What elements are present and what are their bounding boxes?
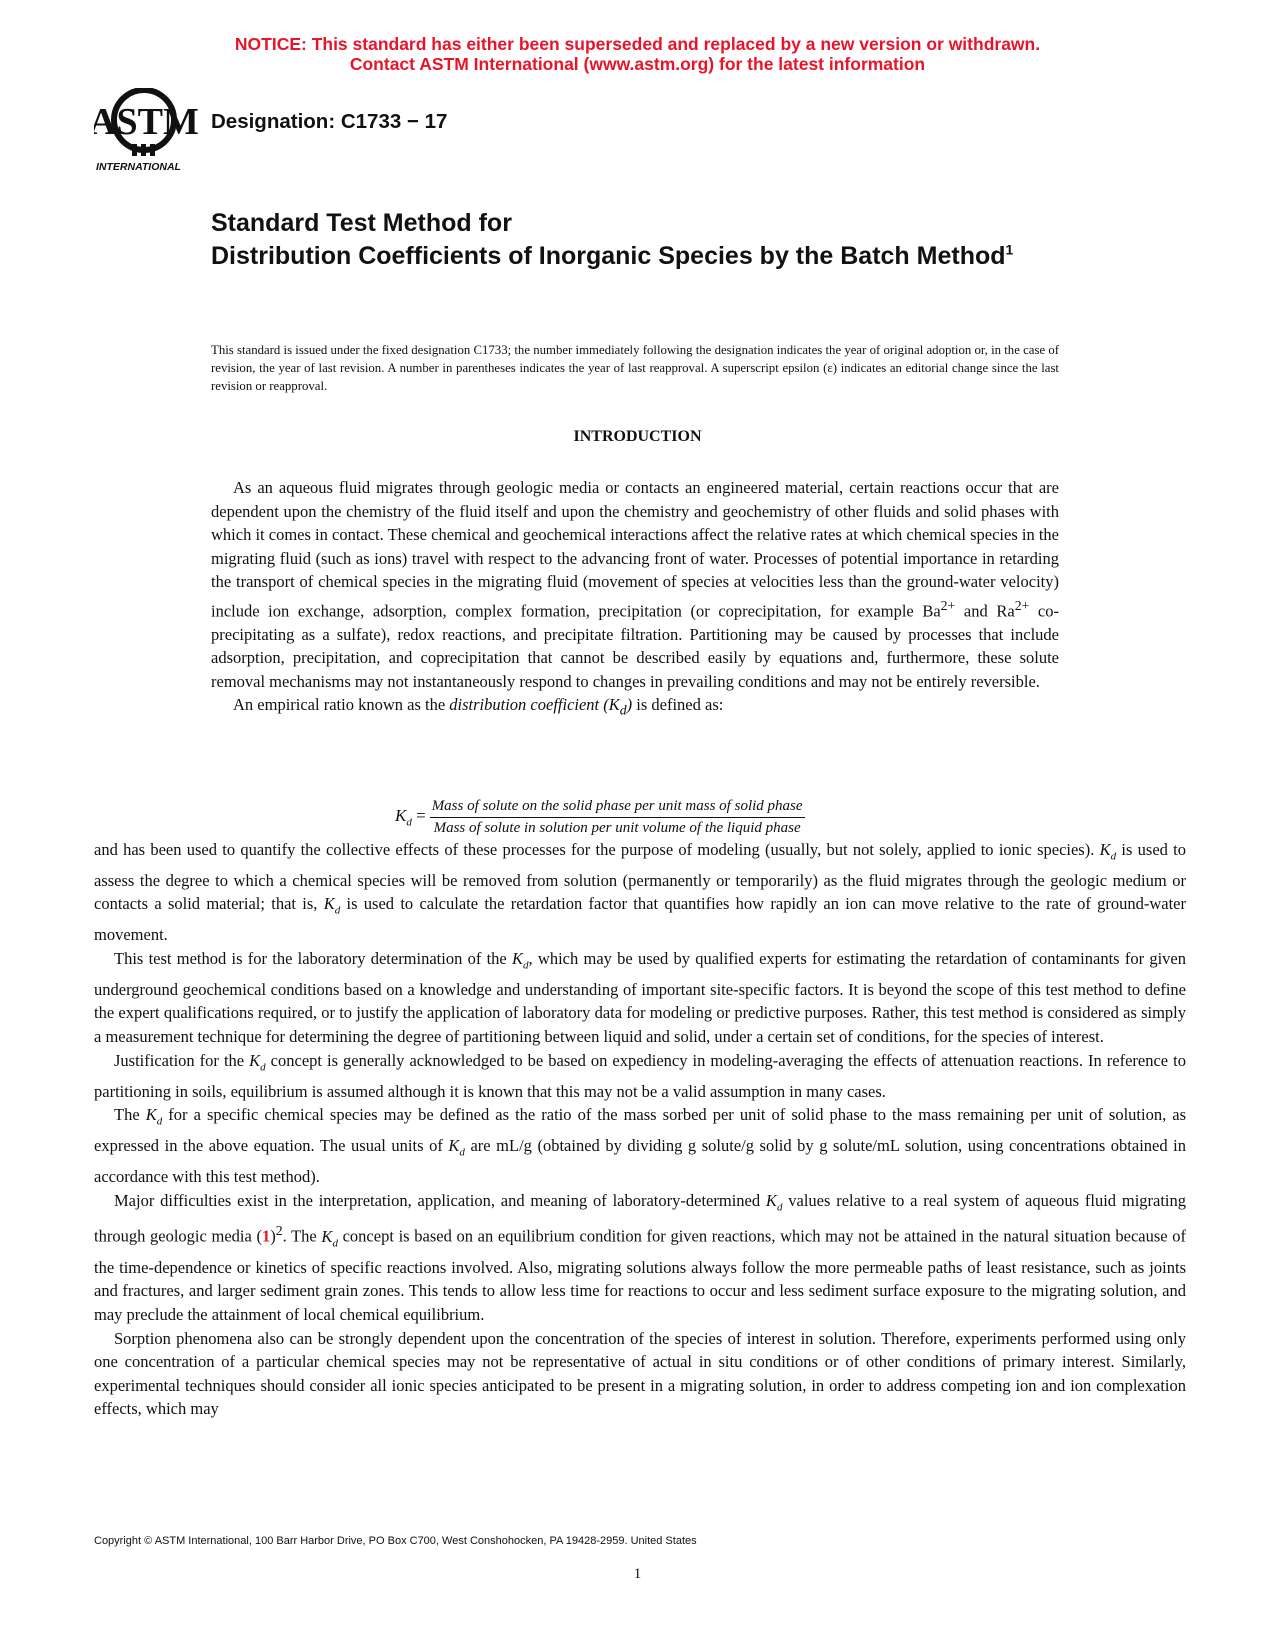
equation-equals: = bbox=[411, 806, 426, 826]
body-p5-d: concept is based on an equilibrium condition for given reactions, which may not be attained in the natural situation because of the time-dependence or kinetics of specific reactions involved. Also, migrating solutions always follow the more permeable paths of least resistance, such as joints and fractures, and larger sediment grain zones. This tends to allow less time for reactions to occur and less sediment surface exposure to the migrating solution, and may preclude the attainment of local chemical equilibrium. bbox=[94, 1226, 1186, 1324]
body-p5-c: . The bbox=[282, 1226, 322, 1246]
equation-fraction bbox=[430, 797, 805, 838]
equation-lhs bbox=[395, 806, 426, 828]
kd-symbol: $K_d$ bbox=[1099, 840, 1117, 863]
body-p4-c: are mL/g (obtained by dividing g solute/g solid by g solute/mL solution, using concentrations obtained in accordance with this test method). bbox=[94, 1136, 1186, 1186]
intro-p1-part-a: As an aqueous fluid migrates through geologic media or contacts an engineered material, certain reactions occur that are dependent upon the chemistry of the fluid itself and upon the chemistry and geochemistry of other fluids and solid phases with which it comes in contact. These chemical and geochemical interactions affect the relative rates at which chemical species in the migrating fluid (such as ions) travel with respect to the advancing front of water. Processes of potential importance in retarding the transport of chemical species in the migrating fluid (movement of species at velocities less than the ground-water velocity) include ion exchange, adsorption, complex formation, precipitation (or coprecipitation, for example Ba bbox=[211, 478, 1059, 620]
body-p2-b: , which may be used by qualified experts for estimating the retardation of contaminants for given underground geochemical conditions based on a knowledge and understanding of important site-specific factors. It is beyond the scope of this test method to define the expert qualifications required, or to justify the application of laboratory data for modeling or predictive purposes. Rather, this test method is considered as simply a measurement technique for determining the degree of partitioning between liquid and solid, under a certain set of conditions, for the species of interest. bbox=[94, 948, 1186, 1047]
supersession-notice bbox=[0, 34, 1275, 74]
intro-p1-and: and Ra bbox=[955, 601, 1015, 620]
intro-paragraph-1 bbox=[211, 476, 1059, 693]
intro-p1-part-b: co-precipitating as a sulfate), redox reactions, and precipitate filtration. Partitioning may be caused by processes that include adsorption, precipitation, and coprecipitation that cannot be described easily by equations and, furthermore, these solute removal mechanisms may not instantaneously respond to changes in prevailing conditions and may not be entirely reversible. bbox=[211, 601, 1060, 691]
kd-symbol: $K_d$ bbox=[249, 1050, 266, 1073]
kd-symbol: $K_d$ bbox=[323, 894, 341, 917]
distribution-coefficient-sub: d bbox=[619, 702, 627, 718]
title-footnote-mark: 1 bbox=[1005, 241, 1014, 258]
body-p2-a: This test method is for the laboratory determination of the bbox=[114, 948, 513, 968]
body-paragraph-4 bbox=[94, 1103, 1186, 1188]
body-p4-a: The bbox=[114, 1105, 146, 1125]
notice-line-2: Contact ASTM International (www.astm.org) for the latest information bbox=[349, 54, 926, 74]
distribution-coefficient-term: distribution coefficient (K bbox=[449, 695, 620, 714]
kd-symbol: $K_d$ bbox=[765, 1190, 783, 1213]
ra-charge: 2+ bbox=[1014, 597, 1030, 613]
page-number: 1 bbox=[633, 1566, 642, 1582]
ba-charge: 2+ bbox=[940, 597, 956, 613]
body-paragraph-5 bbox=[94, 1189, 1186, 1327]
kd-symbol: $K_d$ bbox=[448, 1136, 465, 1159]
reference-link-1[interactable]: 1 bbox=[261, 1226, 271, 1246]
body-paragraph-3 bbox=[94, 1049, 1186, 1103]
equation-lhs-sub: d bbox=[406, 816, 412, 829]
kd-symbol: $K_d$ bbox=[145, 1105, 163, 1128]
document-title bbox=[211, 207, 1071, 273]
body-paragraph-2 bbox=[94, 947, 1186, 1049]
introduction-text bbox=[211, 476, 1059, 722]
title-line-2 bbox=[211, 240, 1071, 273]
kd-symbol: $K_d$ bbox=[512, 948, 529, 972]
body-p3-b: concept is generally acknowledged to be based on expediency in modeling-averaging the effects of attenuation reactions. In reference to partitioning in soils, equilibrium is assumed although it is known that this may not be a valid assumption in many cases. bbox=[94, 1050, 1186, 1101]
equation-denominator: Mass of solute in solution per unit volume of the liquid phase bbox=[433, 820, 801, 836]
kd-equation bbox=[395, 797, 805, 838]
astm-international-logo-icon bbox=[94, 88, 198, 172]
equation-numerator: Mass of solute on the solid phase per unit mass of solid phase bbox=[430, 797, 805, 818]
body-p1-c: is used to calculate the retardation factor that quantifies how rapidly an ion can move relative to the rate of ground-water movement. bbox=[94, 894, 1187, 945]
designation: Designation: C1733 − 17 bbox=[211, 110, 448, 133]
kd-symbol: $K_d$ bbox=[321, 1226, 338, 1250]
intro-p2-part-b: is defined as: bbox=[632, 695, 724, 714]
equation-lhs-symbol: K bbox=[395, 806, 407, 826]
logo-text: INTERNATIONAL bbox=[96, 161, 181, 172]
distribution-coefficient-close: ) bbox=[626, 695, 633, 714]
svg-text:ASTM: ASTM bbox=[94, 101, 198, 143]
notice-line-1: NOTICE: This standard has either been superseded and replaced by a new version or withdrawn. bbox=[234, 34, 1041, 54]
body-p3-a: Justification for the bbox=[114, 1050, 250, 1070]
astm-logo bbox=[94, 88, 198, 172]
body-paragraph-1 bbox=[94, 838, 1186, 947]
body-p1-a: and has been used to quantify the collective effects of these processes for the purpose of modeling (usually, but not solely, applied to ionic species). bbox=[94, 840, 1100, 859]
intro-p2-part-a: An empirical ratio known as the bbox=[233, 695, 450, 714]
body-p5-b: values relative to a real system of aqueous fluid migrating through geologic media ( bbox=[94, 1190, 1187, 1246]
title-main: Distribution Coefficients of Inorganic Species by the Batch Method bbox=[211, 242, 1006, 270]
body-p1-b: is used to assess the degree to which a chemical species will be removed from solution (permanently or temporarily) as the fluid migrates through the geologic medium or contacts a solid material; that is, bbox=[94, 840, 1186, 914]
standard-issuance-note: This standard is issued under the fixed designation C1733; the number immediately following the designation indicates the year of original adoption or, in the case of revision, the year of last revision. A number in parentheses indicates the year of last reapproval. A superscript epsilon (ε) indicates an editorial change since the last revision or reapproval. bbox=[211, 343, 1059, 393]
body-p4-b: for a specific chemical species may be defined as the ratio of the mass sorbed per unit of solid phase to the mass remaining per unit of solution, as expressed in the above equation. The usual units of bbox=[94, 1105, 1186, 1156]
body-text bbox=[94, 838, 1186, 1421]
copyright-footer: Copyright © ASTM International, 100 Barr Harbor Drive, PO Box C700, West Conshohocken, PA 19428-2959. United States bbox=[94, 1535, 697, 1547]
body-p5-close: ) bbox=[270, 1226, 276, 1246]
body-paragraph-6: Sorption phenomena also can be strongly dependent upon the concentration of the species of interest in solution. Therefore, experiments performed using only one concentration of a particular chemical species may not be representative of actual in situ conditions or of other conditions of primary interest. Similarly, experimental techniques should consider all ionic species anticipated to be present in a migrating solution, in order to address competing ion and ion complexation effects, which may bbox=[94, 1328, 1186, 1419]
footnote-mark-2: 2 bbox=[275, 1223, 283, 1239]
title-line-1: Standard Test Method for bbox=[211, 209, 512, 237]
body-p5-a: Major difficulties exist in the interpretation, application, and meaning of laboratory-determined bbox=[114, 1190, 766, 1210]
intro-paragraph-2 bbox=[211, 693, 1059, 722]
introduction-heading: INTRODUCTION bbox=[573, 428, 702, 445]
